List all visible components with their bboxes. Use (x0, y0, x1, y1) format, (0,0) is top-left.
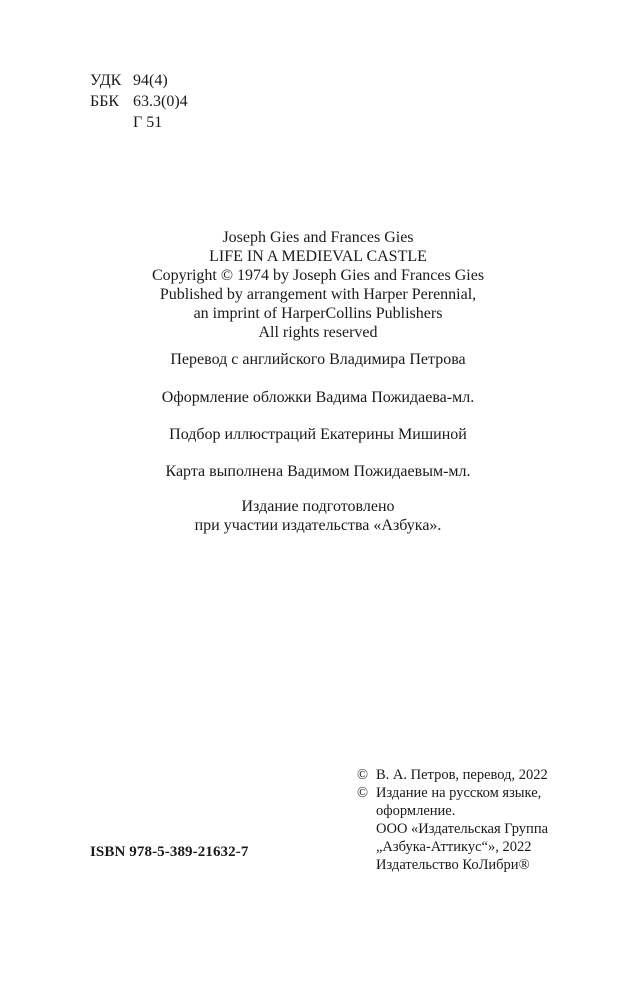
bbk-label: ББК (90, 93, 120, 110)
copyright-edition-line-4: „Азбука-Аттикус“», 2022 (376, 839, 532, 855)
illustrations-credit: Подбор иллюстраций Екатерины Мишиной (169, 426, 467, 443)
rights-reserved: All rights reserved (258, 324, 378, 341)
translator-credit: Перевод с английского Владимира Петрова (170, 351, 466, 368)
edition-line-2: при участии издательства «Азбука». (194, 517, 442, 534)
copyright-edition-line-2: оформление. (376, 803, 456, 819)
udk-label: УДК (90, 72, 122, 89)
copyright-symbol: © (357, 785, 369, 801)
arrangement-line-2: an imprint of HarperCollins Publishers (193, 305, 443, 322)
isbn: ISBN 978-5-389-21632-7 (90, 844, 249, 860)
arrangement-line-1: Published by arrangement with Harper Perennial, (159, 286, 477, 303)
original-authors: Joseph Gies and Frances Gies (222, 229, 414, 246)
copyright-edition-line-3: ООО «Издательская Группа (376, 821, 549, 837)
copyright-edition-line-5: Издательство КоЛибри® (376, 857, 530, 873)
copyright-item-edition: © Издание на русском языке, (357, 785, 542, 801)
original-edition-info (0, 228, 630, 342)
map-credit: Карта выполнена Вадимом Пожидаевым-мл. (165, 463, 471, 480)
copyright-symbol: © (357, 767, 369, 783)
cover-credit: Оформление обложки Вадима Пожидаева-мл. (161, 389, 475, 406)
copyright-item-translation: © В. А. Петров, перевод, 2022 (357, 767, 548, 783)
edition-line-1: Издание подготовлено (241, 498, 395, 515)
udk-row (90, 70, 188, 91)
bbk-row (90, 91, 188, 112)
original-copyright: Copyright © 1974 by Joseph Gies and Frances Gies (151, 267, 485, 284)
original-title: LIFE IN A MEDIEVAL CASTLE (209, 248, 427, 265)
author-mark: Г 51 (133, 114, 163, 131)
classification-codes (90, 70, 188, 133)
bbk-value: 63.3(0)4 (133, 93, 188, 110)
russian-copyrights (357, 766, 548, 874)
udk-value: 94(4) (133, 72, 168, 89)
author-mark-row (90, 112, 188, 133)
edition-note (0, 497, 630, 535)
